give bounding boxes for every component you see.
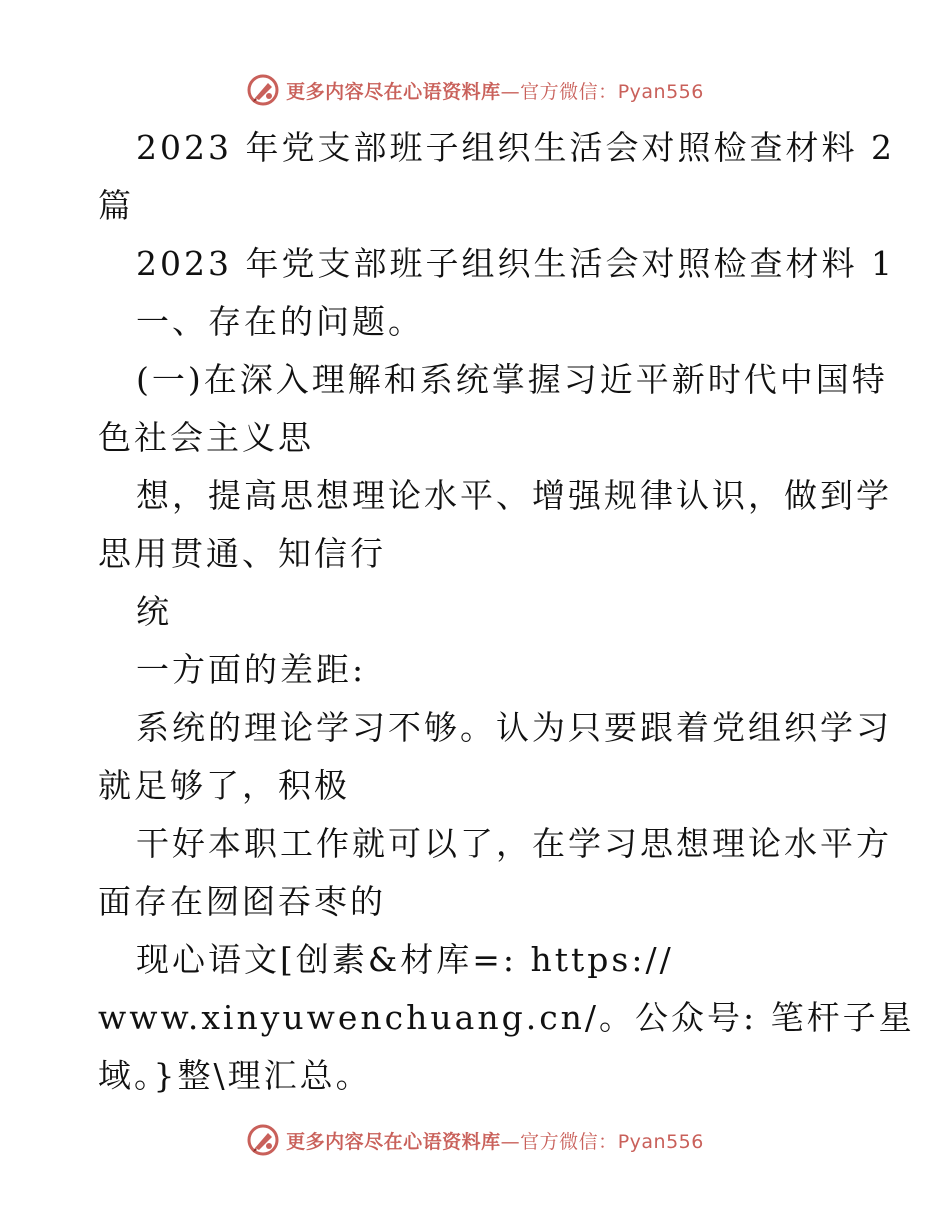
paragraph-line: www.xinyuwenchuang.cn/。公众号: 笔杆子星 xyxy=(98,998,915,1037)
banner-official: 官方微信： xyxy=(520,80,618,103)
document-title-continued: 篇 xyxy=(98,186,134,225)
banner-dash: — xyxy=(500,80,521,103)
paragraph-line: (一)在深入理解和系统掌握习近平新时代中国特 xyxy=(136,360,888,399)
paragraph-line: 想，提高思想理论水平、增强规律认识，做到学 xyxy=(136,476,892,515)
paragraph-line: 系统的理论学习不够。认为只要跟着党组织学习 xyxy=(136,708,892,747)
paragraph-line: 色社会主义思 xyxy=(98,418,314,457)
paragraph-line: 一方面的差距: xyxy=(136,650,367,689)
document-title: 2023 年党支部班子组织生活会对照检查材料 2 xyxy=(136,128,895,167)
paragraph-line: 就足够了，积极 xyxy=(98,766,350,805)
banner-account: Pyan556 xyxy=(617,80,704,103)
paragraph-line: 统 xyxy=(136,592,172,631)
banner-title: 更多内容尽在心语资料库 xyxy=(286,1130,501,1153)
subheading-problems: 一、存在的问题。 xyxy=(136,302,424,341)
paragraph-line: 干好本职工作就可以了，在学习思想理论水平方 xyxy=(136,824,892,863)
paragraph-line: 域。}整\理汇总。 xyxy=(98,1056,372,1095)
paragraph-line: 思用贯通、知信行 xyxy=(98,534,386,573)
banner-text xyxy=(286,1127,704,1154)
section-heading: 2023 年党支部班子组织生活会对照检查材料 1 xyxy=(136,244,895,283)
paragraph-line: 面存在囫囵吞枣的 xyxy=(98,882,386,921)
paragraph-line: 现心语文[创素&材库=: https:// xyxy=(136,940,674,979)
banner-official: 官方微信： xyxy=(520,1130,618,1153)
banner-dash: — xyxy=(500,1130,521,1153)
pen-logo-icon xyxy=(246,1123,280,1157)
banner-account: Pyan556 xyxy=(617,1130,704,1153)
footer-banner xyxy=(0,1120,950,1160)
banner-title: 更多内容尽在心语资料库 xyxy=(286,80,501,103)
